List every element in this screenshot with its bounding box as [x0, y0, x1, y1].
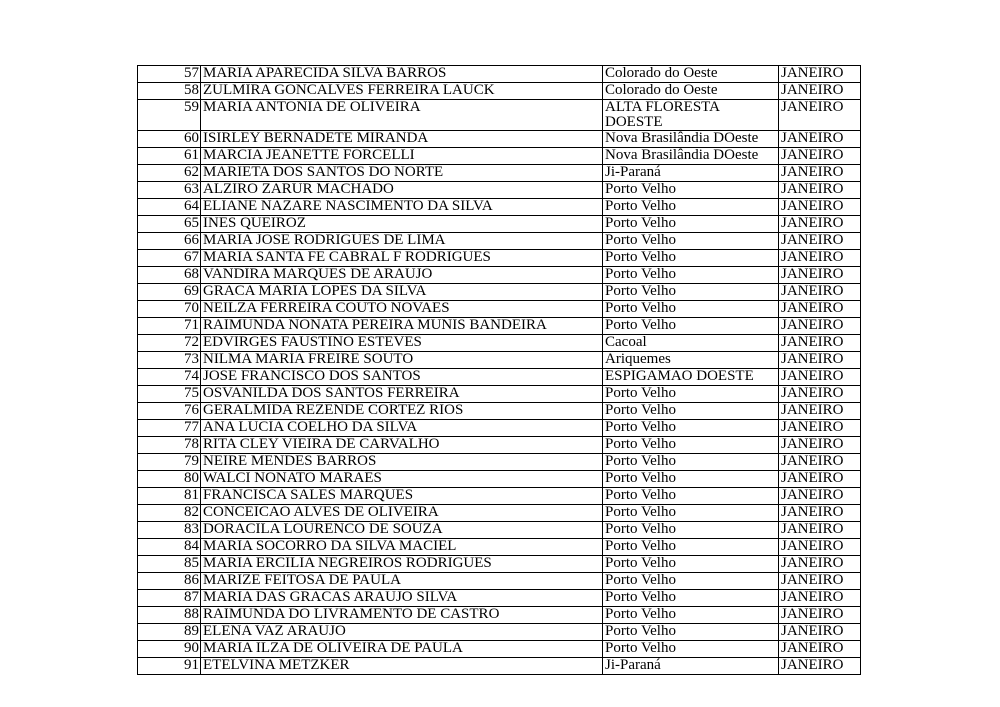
month-cell: JANEIRO [779, 100, 861, 131]
row-number-cell: 72 [138, 335, 201, 352]
city-cell: ALTA FLORESTA DOESTE [603, 100, 779, 131]
city-cell: Colorado do Oeste [603, 66, 779, 83]
month-cell: JANEIRO [779, 318, 861, 335]
month-cell: JANEIRO [779, 386, 861, 403]
name-cell: NEILZA FERREIRA COUTO NOVAES [201, 301, 603, 318]
table-row [138, 573, 861, 590]
month-cell: JANEIRO [779, 199, 861, 216]
name-cell: MARIETA DOS SANTOS DO NORTE [201, 165, 603, 182]
name-cell: ELIANE NAZARE NASCIMENTO DA SILVA [201, 199, 603, 216]
row-number-cell: 79 [138, 454, 201, 471]
city-cell: Porto Velho [603, 624, 779, 641]
month-cell: JANEIRO [779, 573, 861, 590]
table-row [138, 165, 861, 182]
city-cell: Porto Velho [603, 522, 779, 539]
city-cell: Porto Velho [603, 386, 779, 403]
name-cell: FRANCISCA SALES MARQUES [201, 488, 603, 505]
table-row [138, 403, 861, 420]
row-number-cell: 70 [138, 301, 201, 318]
row-number-cell: 85 [138, 556, 201, 573]
table-row [138, 522, 861, 539]
city-cell: Porto Velho [603, 539, 779, 556]
name-cell: MARIA SOCORRO DA SILVA MACIEL [201, 539, 603, 556]
table-row [138, 301, 861, 318]
month-cell: JANEIRO [779, 182, 861, 199]
month-cell: JANEIRO [779, 148, 861, 165]
month-cell: JANEIRO [779, 658, 861, 675]
row-number-cell: 74 [138, 369, 201, 386]
city-cell: Nova Brasilândia DOeste [603, 148, 779, 165]
month-cell: JANEIRO [779, 216, 861, 233]
city-cell: Porto Velho [603, 420, 779, 437]
month-cell: JANEIRO [779, 454, 861, 471]
table-row [138, 318, 861, 335]
city-cell: Porto Velho [603, 590, 779, 607]
name-cell: ALZIRO ZARUR MACHADO [201, 182, 603, 199]
city-cell: Cacoal [603, 335, 779, 352]
name-cell: JOSE FRANCISCO DOS SANTOS [201, 369, 603, 386]
city-cell: ESPIGAMAO DOESTE [603, 369, 779, 386]
row-number-cell: 75 [138, 386, 201, 403]
month-cell: JANEIRO [779, 165, 861, 182]
table-row [138, 607, 861, 624]
city-cell: Nova Brasilândia DOeste [603, 131, 779, 148]
row-number-cell: 65 [138, 216, 201, 233]
table-row [138, 182, 861, 199]
name-cell: RAIMUNDA NONATA PEREIRA MUNIS BANDEIRA [201, 318, 603, 335]
table-row [138, 488, 861, 505]
row-number-cell: 88 [138, 607, 201, 624]
month-cell: JANEIRO [779, 267, 861, 284]
city-cell: Porto Velho [603, 556, 779, 573]
row-number-cell: 80 [138, 471, 201, 488]
row-number-cell: 86 [138, 573, 201, 590]
month-cell: JANEIRO [779, 590, 861, 607]
row-number-cell: 76 [138, 403, 201, 420]
row-number-cell: 57 [138, 66, 201, 83]
row-number-cell: 78 [138, 437, 201, 454]
table-row [138, 454, 861, 471]
table-row [138, 66, 861, 83]
month-cell: JANEIRO [779, 131, 861, 148]
name-cell: GERALMIDA REZENDE CORTEZ RIOS [201, 403, 603, 420]
city-cell: Porto Velho [603, 403, 779, 420]
row-number-cell: 59 [138, 100, 201, 131]
table-row [138, 100, 861, 131]
city-cell: Colorado do Oeste [603, 83, 779, 100]
city-cell: Porto Velho [603, 454, 779, 471]
row-number-cell: 73 [138, 352, 201, 369]
table-row [138, 233, 861, 250]
table-row [138, 267, 861, 284]
row-number-cell: 89 [138, 624, 201, 641]
month-cell: JANEIRO [779, 301, 861, 318]
row-number-cell: 90 [138, 641, 201, 658]
name-cell: MARIA ILZA DE OLIVEIRA DE PAULA [201, 641, 603, 658]
name-cell: OSVANILDA DOS SANTOS FERREIRA [201, 386, 603, 403]
row-number-cell: 87 [138, 590, 201, 607]
city-cell: Porto Velho [603, 199, 779, 216]
name-cell: MARIA DAS GRACAS ARAUJO SILVA [201, 590, 603, 607]
name-cell: ETELVINA METZKER [201, 658, 603, 675]
month-cell: JANEIRO [779, 83, 861, 100]
month-cell: JANEIRO [779, 488, 861, 505]
row-number-cell: 63 [138, 182, 201, 199]
month-cell: JANEIRO [779, 369, 861, 386]
table-row [138, 590, 861, 607]
table-row [138, 335, 861, 352]
city-cell: Porto Velho [603, 437, 779, 454]
city-cell: Porto Velho [603, 233, 779, 250]
name-cell: RITA CLEY VIEIRA DE CARVALHO [201, 437, 603, 454]
table-row [138, 216, 861, 233]
name-cell: EDVIRGES FAUSTINO ESTEVES [201, 335, 603, 352]
city-cell: Porto Velho [603, 607, 779, 624]
row-number-cell: 60 [138, 131, 201, 148]
name-cell: ZULMIRA GONCALVES FERREIRA LAUCK [201, 83, 603, 100]
name-cell: NEIRE MENDES BARROS [201, 454, 603, 471]
row-number-cell: 91 [138, 658, 201, 675]
table-row [138, 386, 861, 403]
month-cell: JANEIRO [779, 335, 861, 352]
name-cell: MARIA APARECIDA SILVA BARROS [201, 66, 603, 83]
month-cell: JANEIRO [779, 624, 861, 641]
city-cell: Porto Velho [603, 182, 779, 199]
table-row [138, 437, 861, 454]
month-cell: JANEIRO [779, 505, 861, 522]
name-cell: INES QUEIROZ [201, 216, 603, 233]
table-row [138, 505, 861, 522]
name-cell: DORACILA LOURENCO DE SOUZA [201, 522, 603, 539]
row-number-cell: 64 [138, 199, 201, 216]
month-cell: JANEIRO [779, 420, 861, 437]
city-cell: Porto Velho [603, 267, 779, 284]
month-cell: JANEIRO [779, 352, 861, 369]
row-number-cell: 71 [138, 318, 201, 335]
name-cell: GRACA MARIA LOPES DA SILVA [201, 284, 603, 301]
month-cell: JANEIRO [779, 284, 861, 301]
city-cell: Porto Velho [603, 250, 779, 267]
table-row [138, 284, 861, 301]
table-body [138, 66, 861, 675]
month-cell: JANEIRO [779, 522, 861, 539]
month-cell: JANEIRO [779, 403, 861, 420]
month-cell: JANEIRO [779, 437, 861, 454]
city-cell: Porto Velho [603, 318, 779, 335]
table-row [138, 352, 861, 369]
table-row [138, 658, 861, 675]
city-cell: Porto Velho [603, 216, 779, 233]
name-cell: MARIZE FEITOSA DE PAULA [201, 573, 603, 590]
table-row [138, 83, 861, 100]
month-cell: JANEIRO [779, 66, 861, 83]
row-number-cell: 83 [138, 522, 201, 539]
row-number-cell: 69 [138, 284, 201, 301]
name-cell: MARIA ERCILIA NEGREIROS RODRIGUES [201, 556, 603, 573]
city-cell: Porto Velho [603, 284, 779, 301]
table-row [138, 539, 861, 556]
table-row [138, 556, 861, 573]
name-cell: WALCI NONATO MARAES [201, 471, 603, 488]
name-cell: RAIMUNDA DO LIVRAMENTO DE CASTRO [201, 607, 603, 624]
table-row [138, 624, 861, 641]
table-row [138, 420, 861, 437]
name-cell: ANA LUCIA COELHO DA SILVA [201, 420, 603, 437]
city-cell: Porto Velho [603, 505, 779, 522]
table-row [138, 148, 861, 165]
city-cell: Porto Velho [603, 301, 779, 318]
month-cell: JANEIRO [779, 556, 861, 573]
name-cell: MARIA SANTA FE CABRAL F RODRIGUES [201, 250, 603, 267]
city-cell: Ji-Paraná [603, 165, 779, 182]
row-number-cell: 81 [138, 488, 201, 505]
table-row [138, 641, 861, 658]
name-cell: VANDIRA MARQUES DE ARAUJO [201, 267, 603, 284]
name-cell: MARIA ANTONIA DE OLIVEIRA [201, 100, 603, 131]
city-cell: Porto Velho [603, 471, 779, 488]
city-cell: Ariquemes [603, 352, 779, 369]
row-number-cell: 61 [138, 148, 201, 165]
table-row [138, 471, 861, 488]
row-number-cell: 77 [138, 420, 201, 437]
row-number-cell: 58 [138, 83, 201, 100]
table-row [138, 250, 861, 267]
beneficiary-table [137, 65, 861, 675]
city-cell: Porto Velho [603, 641, 779, 658]
city-cell: Porto Velho [603, 488, 779, 505]
month-cell: JANEIRO [779, 607, 861, 624]
row-number-cell: 82 [138, 505, 201, 522]
name-cell: NILMA MARIA FREIRE SOUTO [201, 352, 603, 369]
row-number-cell: 62 [138, 165, 201, 182]
month-cell: JANEIRO [779, 471, 861, 488]
row-number-cell: 68 [138, 267, 201, 284]
month-cell: JANEIRO [779, 250, 861, 267]
table-row [138, 131, 861, 148]
row-number-cell: 66 [138, 233, 201, 250]
name-cell: ISIRLEY BERNADETE MIRANDA [201, 131, 603, 148]
row-number-cell: 84 [138, 539, 201, 556]
table-row [138, 369, 861, 386]
name-cell: MARIA JOSE RODRIGUES DE LIMA [201, 233, 603, 250]
table-row [138, 199, 861, 216]
city-cell: Ji-Paraná [603, 658, 779, 675]
month-cell: JANEIRO [779, 233, 861, 250]
city-cell: Porto Velho [603, 573, 779, 590]
month-cell: JANEIRO [779, 641, 861, 658]
name-cell: MARCIA JEANETTE FORCELLI [201, 148, 603, 165]
name-cell: ELENA VAZ ARAUJO [201, 624, 603, 641]
name-cell: CONCEICAO ALVES DE OLIVEIRA [201, 505, 603, 522]
month-cell: JANEIRO [779, 539, 861, 556]
row-number-cell: 67 [138, 250, 201, 267]
